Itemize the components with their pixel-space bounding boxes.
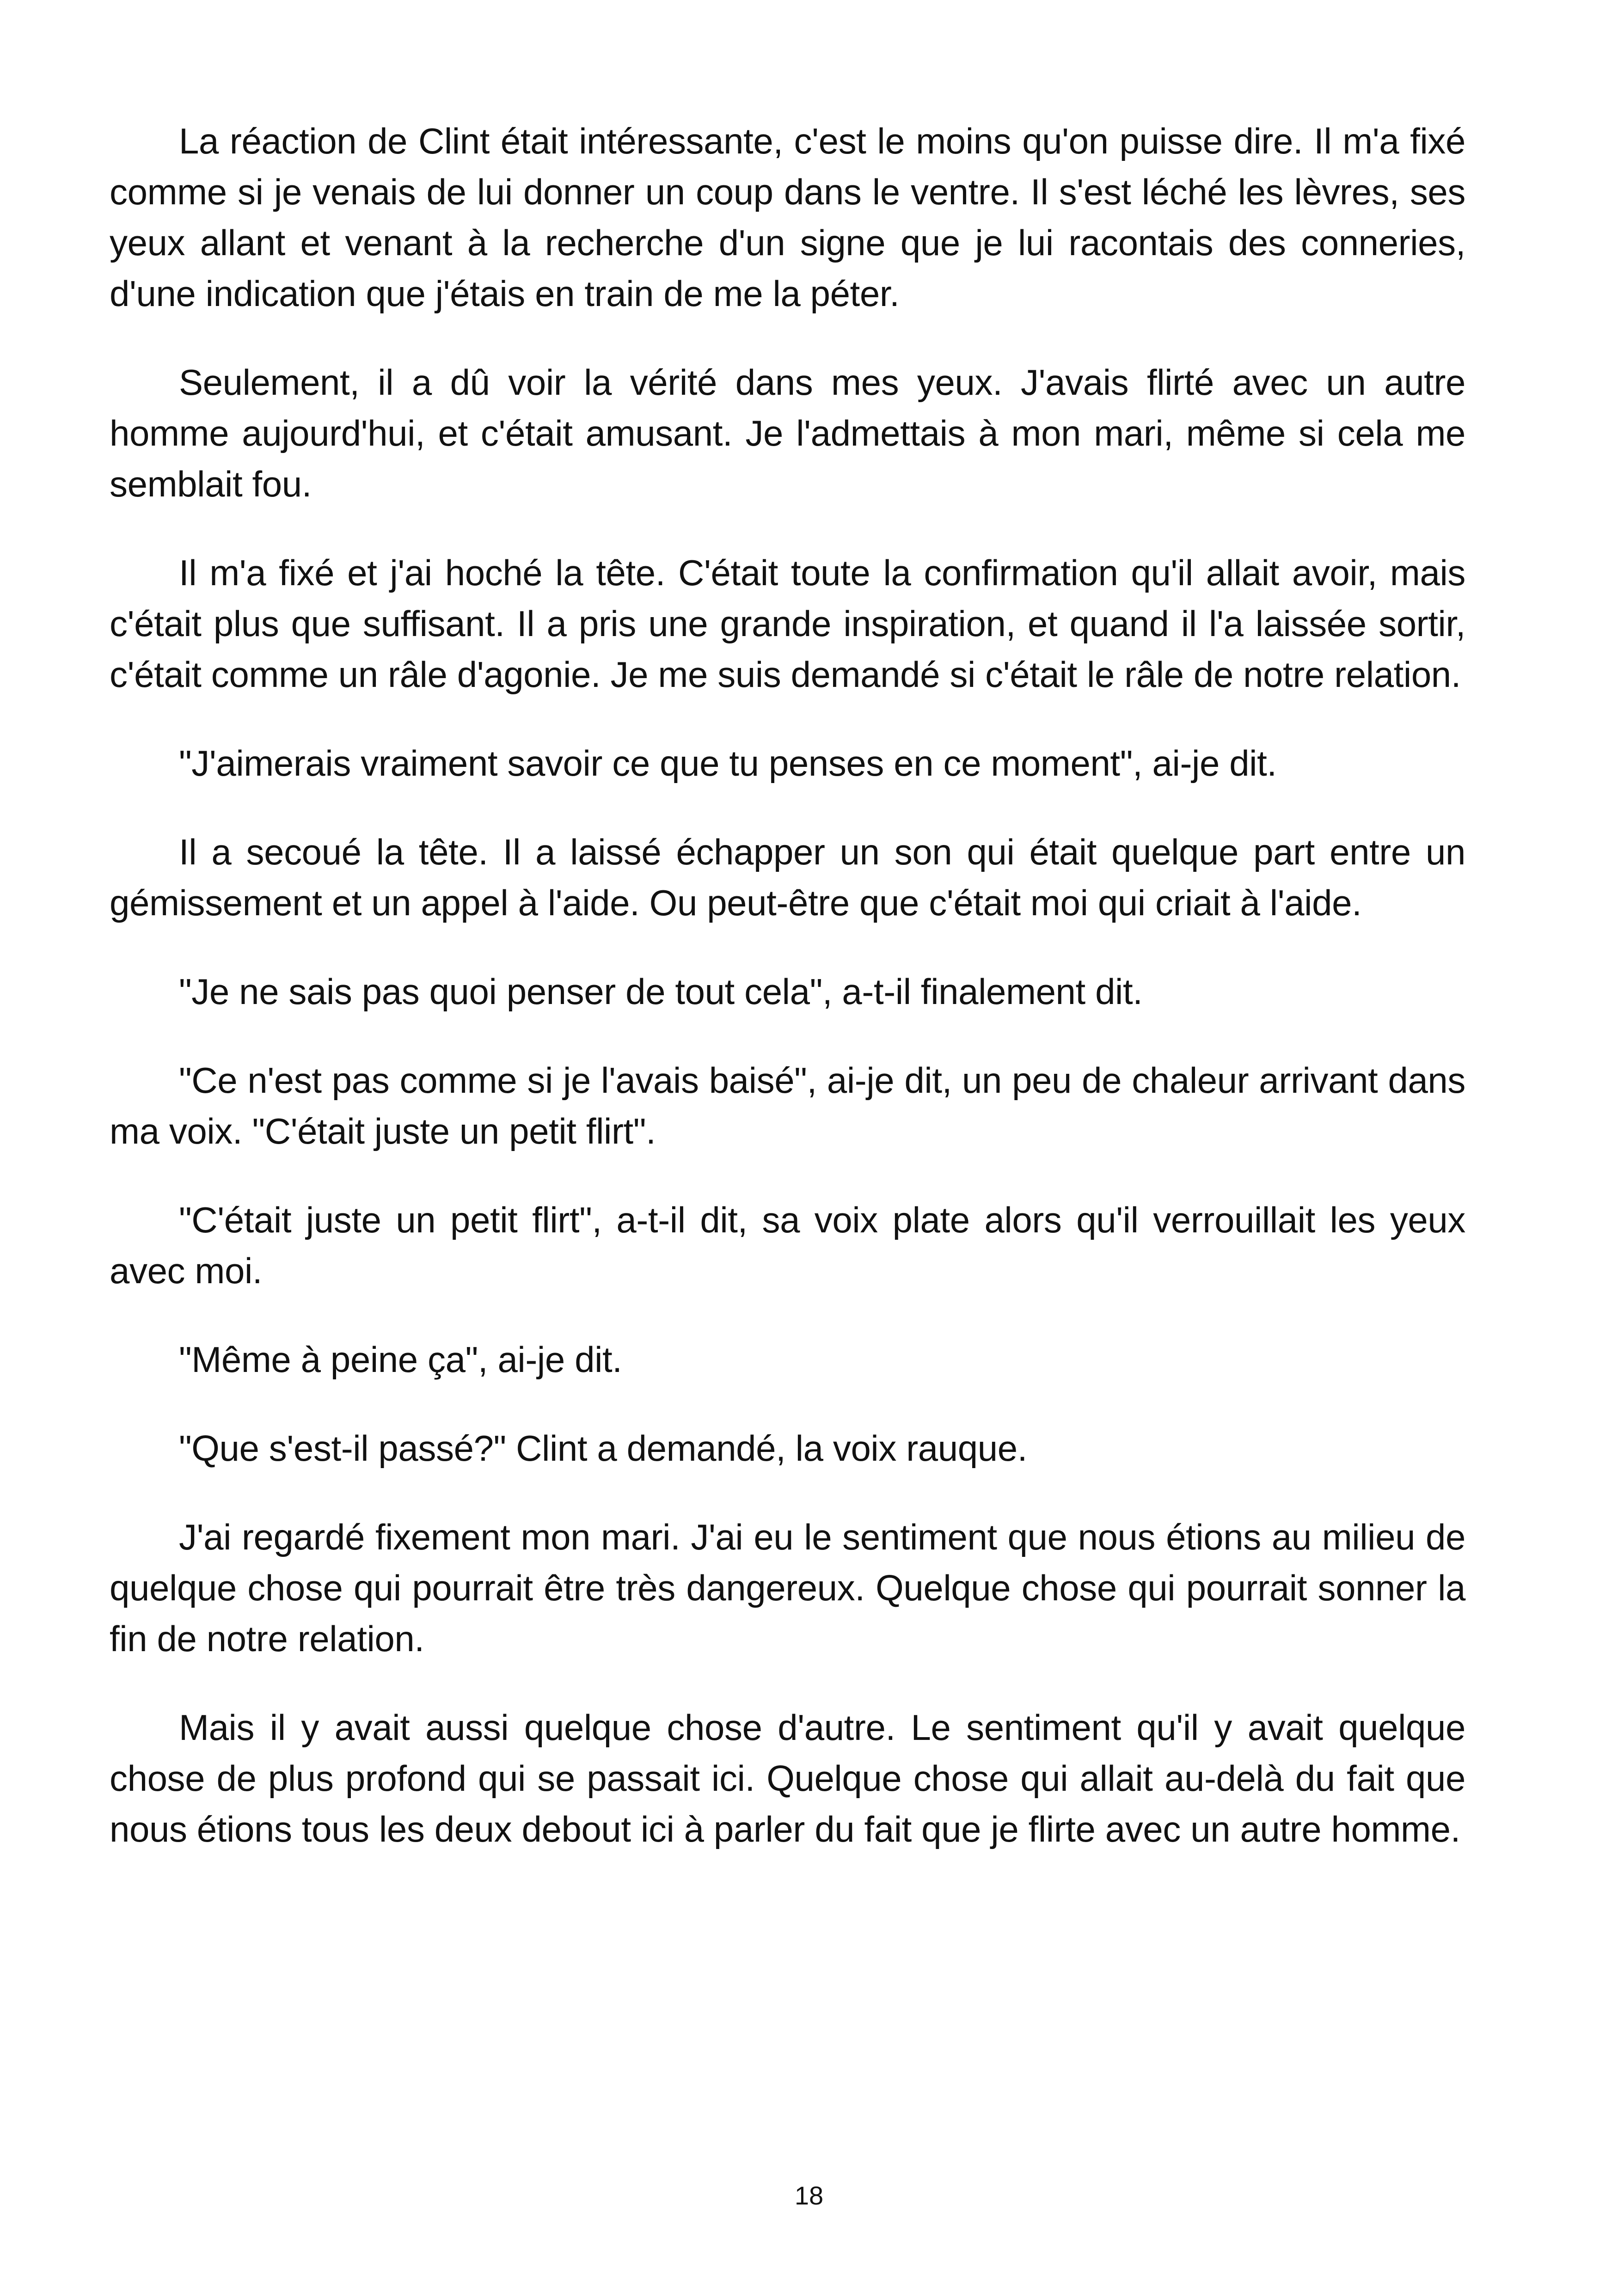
paragraph-3: Il m'a fixé et j'ai hoché la tête. C'était toute la confirmation qu'il allait avoir, mais c'était plus que suffisant. Il a pris une grande inspiration, et quand il l'a laissée sortir, c'était comme un râle d'agonie. Je me suis demandé si c'était le râle de notre relation.: [110, 552, 1465, 695]
paragraph-2: Seulement, il a dû voir la vérité dans mes yeux. J'avais flirté avec un autre homme aujourd'hui, et c'était amusant. Je l'admettais à mon mari, même si cela me semblait fou.: [110, 362, 1465, 504]
paragraph-6: "Je ne sais pas quoi penser de tout cela", a-t-il finalement dit.: [179, 971, 1143, 1012]
paragraph-12: Mais il y avait aussi quelque chose d'autre. Le sentiment qu'il y avait quelque chose de plus profond qui se passait ici. Quelque chose qui allait au-delà du fait que nous étions tous les deux debout ici à parler du fait que je flirte avec un autre homme.: [110, 1707, 1465, 1849]
paragraph-8: "C'était juste un petit flirt", a-t-il dit, sa voix plate alors qu'il verrouillait les yeux avec moi.: [110, 1200, 1465, 1291]
paragraph-10: "Que s'est-il passé?" Clint a demandé, la voix rauque.: [179, 1428, 1027, 1469]
paragraph-7: "Ce n'est pas comme si je l'avais baisé", ai-je dit, un peu de chaleur arrivant dans ma voix. "C'était juste un petit flirt".: [110, 1060, 1465, 1151]
paragraph-9: "Même à peine ça", ai-je dit.: [179, 1339, 622, 1380]
paragraph-5: Il a secoué la tête. Il a laissé échapper un son qui était quelque part entre un gémissement et un appel à l'aide. Ou peut-être que c'était moi qui criait à l'aide.: [110, 832, 1465, 923]
paragraph-1: La réaction de Clint était intéressante, c'est le moins qu'on puisse dire. Il m'a fixé comme si je venais de lui donner un coup dans le ventre. Il s'est léché les lèvres, ses yeux allant et venant à la recherche d'un signe que je lui racontais des conneries, d'une indication que j'étais en train de me la péter.: [110, 121, 1465, 314]
page-number: 18: [794, 2181, 824, 2210]
paragraph-11: J'ai regardé fixement mon mari. J'ai eu le sentiment que nous étions au milieu de quelque chose qui pourrait être très dangereux. Quelque chose qui pourrait sonner la fin de notre relation.: [110, 1517, 1465, 1659]
paragraph-4: "J'aimerais vraiment savoir ce que tu penses en ce moment", ai-je dit.: [179, 743, 1277, 784]
text-body: [110, 116, 1465, 1892]
